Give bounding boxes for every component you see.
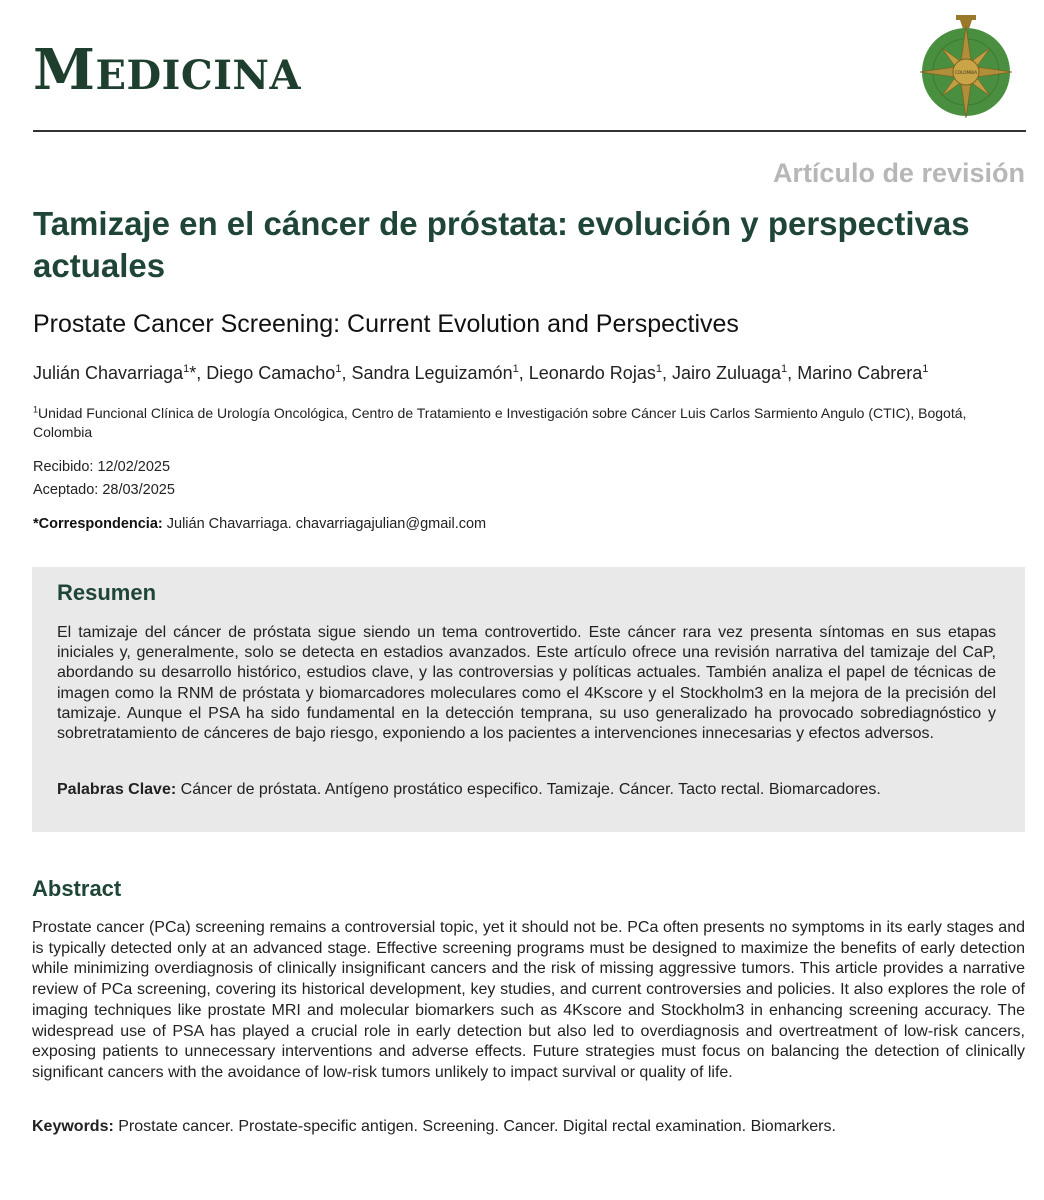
accepted-date: Aceptado: 28/03/2025 — [33, 482, 175, 498]
resumen-section — [32, 567, 1025, 832]
author: Julián Chavarriaga$^1$*, — [33, 363, 207, 383]
abstract-heading: Abstract — [32, 876, 122, 901]
author: Diego Camacho$^1$, — [206, 363, 352, 383]
received-date: Recibido: 12/02/2025 — [33, 459, 171, 475]
correspondence-label: *Correspondencia: — [33, 516, 163, 532]
palabras-clave: Palabras Clave: Cáncer de próstata. Antígeno prostático especifico. Tamizaje. Cáncer. Tacto rectal. Biomarcadores. — [57, 781, 881, 798]
author: Sandra Leguizamón$^1$, — [351, 363, 529, 383]
author: Marino Cabrera$^1$ — [797, 363, 929, 383]
correspondence — [33, 514, 486, 534]
article-type: Artículo de revisión — [772, 158, 1025, 188]
journal-title-rest: EDICINA — [95, 52, 302, 99]
correspondence-contact: Julián Chavarriaga. chavarriagajulian@gmail.com — [166, 516, 487, 532]
abstract-keywords: Keywords: Prostate cancer. Prostate-specific antigen. Screening. Cancer. Digital rectal examination. Biomarkers. — [32, 1118, 836, 1135]
emblem-text: COLOMBIA — [954, 70, 978, 75]
header-divider — [33, 130, 1026, 132]
article-title-english: Prostate Cancer Screening: Current Evolution and Perspectives — [33, 310, 739, 338]
journal-title — [33, 37, 302, 106]
article-dates — [33, 456, 175, 502]
article-title-spanish: Tamizaje en el cáncer de próstata: evolución y perspectivas actuales — [33, 205, 970, 284]
author-list — [33, 360, 928, 386]
abstract-body: Prostate cancer (PCa) screening remains a controversial topic, yet it should not be. PCa often presents no symptoms in its early stages and is typically detected only at an advanced stage. Effective screening programs must be designed to maximize the benefits of early detection while minimizing overdiagnosis of clinically insignificant cancers and the risk of missing aggressive tumors. This article provides a narrative review of PCa screening, covering its historical development, key studies, and current controversies and policies. It also explores the role of imaging techniques like prostate MRI and molecular biomarkers such as 4Kscore and Stockholm3 in enhancing screening accuracy. The widespread use of PSA has played a crucial role in early detection but also led to overdiagnosis and overtreatment of low-risk cancers, exposing patients to unnecessary interventions and adverse effects. Future strategies must focus on balancing the detection of clinically significant cancers with the avoidance of low-risk tumors unlikely to impact survival or quality of life. — [32, 919, 1025, 1081]
resumen-heading: Resumen — [57, 580, 157, 605]
author-affiliation: $^1$Unidad Funcional Clínica de Urología Oncológica, Centro de Tratamiento e Investigación sobre Cáncer Luis Carlos Sarmiento Angulo (CTIC), Bogotá, Colombia — [33, 404, 967, 440]
journal-title-initial: M — [33, 37, 96, 103]
journal-emblem-icon — [915, 12, 1017, 118]
resumen-body: El tamizaje del cáncer de próstata sigue siendo un tema controvertido. Este cáncer rara vez presenta síntomas en sus etapas iniciales y, generalmente, solo se detecta en estadios avanzados. Este artículo ofrece una revisión narrativa del tamizaje del CaP, abordando su desarrollo histórico, estudios clave, y las controversias y políticas actuales. También analiza el papel de técnicas de imagen como la RNM de próstata y biomarcadores moleculares como el 4Kscore y el Stockholm3 en la mejora de la precisión del tamizaje. Aunque el PSA ha sido fundamental en la detección temprana, su uso generalizado ha provocado sobrediagnóstico y sobretratamiento de cánceres de bajo riesgo, exponiendo a los pacientes a intervenciones innecesarias y efectos adversos. — [57, 624, 996, 743]
author: Jairo Zuluaga$^1$, — [671, 363, 798, 383]
author: Leonardo Rojas$^1$, — [528, 363, 672, 383]
